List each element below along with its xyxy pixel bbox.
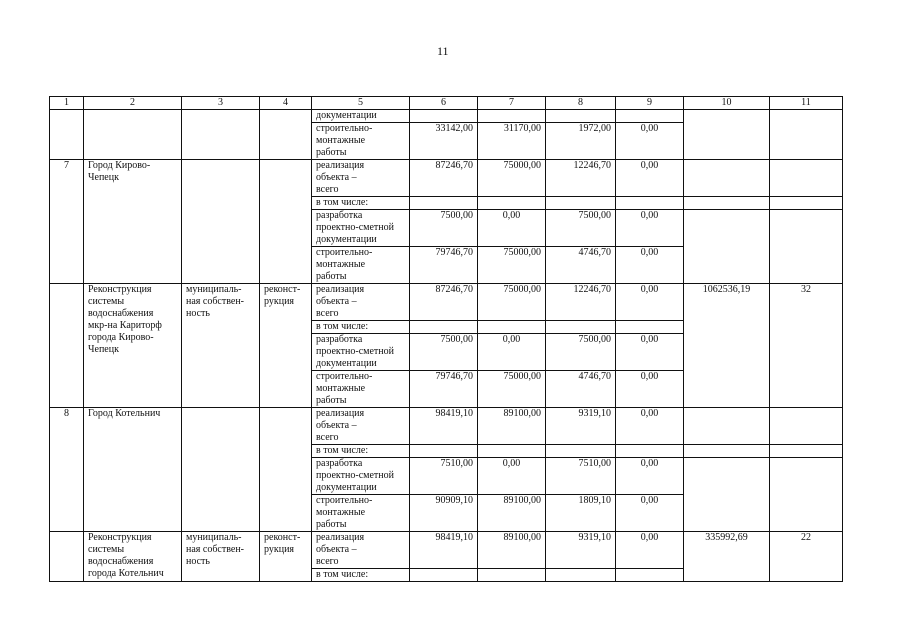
- value-cell: 75000,00: [478, 371, 546, 408]
- value-cell: 4746,70: [546, 371, 616, 408]
- value-cell: 1972,00: [546, 123, 616, 160]
- value-cell: 0,00: [616, 408, 684, 445]
- col-number-1: 1: [50, 97, 84, 110]
- row-label: разработка проектно-сметной документации: [312, 458, 410, 495]
- ownership: муниципаль- ная собствен- ность: [182, 284, 260, 408]
- value-cell: 1062536,19: [684, 284, 770, 408]
- value-cell: 0,00: [616, 160, 684, 197]
- value-cell: 0,00: [616, 495, 684, 532]
- col-number-8: 8: [546, 97, 616, 110]
- value-cell: 75000,00: [478, 160, 546, 197]
- value-cell: 7510,00: [546, 458, 616, 495]
- work-type: реконст- рукция: [260, 284, 312, 408]
- row-label: в том числе:: [312, 321, 410, 334]
- value-cell: 0,00: [616, 123, 684, 160]
- row-label: документации: [312, 110, 410, 123]
- value-cell: 79746,70: [410, 371, 478, 408]
- col-number-9: 9: [616, 97, 684, 110]
- value-cell: 0,00: [616, 371, 684, 408]
- row-label: реализация объекта – всего: [312, 408, 410, 445]
- row-label: строительно- монтажные работы: [312, 371, 410, 408]
- header-row: [50, 97, 843, 110]
- value-cell: 75000,00: [478, 284, 546, 321]
- value-cell: 90909,10: [410, 495, 478, 532]
- col-number-4: 4: [260, 97, 312, 110]
- col-number-11: 11: [770, 97, 843, 110]
- page-number: 11: [437, 44, 449, 58]
- value-cell: 87246,70: [410, 160, 478, 197]
- value-cell: 0,00: [616, 532, 684, 569]
- value-cell: 98419,10: [410, 408, 478, 445]
- project-name: Реконструкция системы водоснабжения мкр-на Кариторф города Кирово- Чепецк: [84, 284, 182, 408]
- value-cell: 7510,00: [410, 458, 478, 495]
- value-cell: 0,00: [616, 247, 684, 284]
- row-label: разработка проектно-сметной документации: [312, 334, 410, 371]
- value-cell: 33142,00: [410, 123, 478, 160]
- row-label: реализация объекта – всего: [312, 532, 410, 569]
- row-label: разработка проектно-сметной документации: [312, 210, 410, 247]
- value-cell: 335992,69: [684, 532, 770, 582]
- value-cell: 0,00: [616, 458, 684, 495]
- value-cell: 98419,10: [410, 532, 478, 569]
- value-cell: 0,00: [616, 334, 684, 371]
- value-cell: 22: [770, 532, 843, 582]
- value-cell: 0,00: [616, 284, 684, 321]
- work-type: реконст- рукция: [260, 532, 312, 582]
- value-cell: 0,00: [478, 210, 546, 247]
- col-number-2: 2: [84, 97, 182, 110]
- value-cell: 7500,00: [546, 210, 616, 247]
- value-cell: 32: [770, 284, 843, 408]
- value-cell: 12246,70: [546, 284, 616, 321]
- value-cell: 0,00: [616, 210, 684, 247]
- value-cell: 0,00: [478, 334, 546, 371]
- value-cell: 4746,70: [546, 247, 616, 284]
- value-cell: 12246,70: [546, 160, 616, 197]
- table-row: [50, 160, 843, 197]
- value-cell: 89100,00: [478, 408, 546, 445]
- row-label: строительно- монтажные работы: [312, 495, 410, 532]
- row-label: строительно- монтажные работы: [312, 247, 410, 284]
- row-label: в том числе:: [312, 445, 410, 458]
- value-cell: 79746,70: [410, 247, 478, 284]
- col-number-10: 10: [684, 97, 770, 110]
- row-label: в том числе:: [312, 569, 410, 582]
- row-label: реализация объекта – всего: [312, 160, 410, 197]
- value-cell: 89100,00: [478, 532, 546, 569]
- col-number-6: 6: [410, 97, 478, 110]
- value-cell: 9319,10: [546, 532, 616, 569]
- col-number-7: 7: [478, 97, 546, 110]
- row-label: строительно- монтажные работы: [312, 123, 410, 160]
- ownership: муниципаль- ная собствен- ность: [182, 532, 260, 582]
- col-number-3: 3: [182, 97, 260, 110]
- value-cell: 75000,00: [478, 247, 546, 284]
- value-cell: 7500,00: [546, 334, 616, 371]
- value-cell: 31170,00: [478, 123, 546, 160]
- row-number: 7: [50, 160, 84, 284]
- col-number-5: 5: [312, 97, 410, 110]
- table-row: [50, 284, 843, 321]
- budget-table: [49, 96, 843, 582]
- value-cell: 1809,10: [546, 495, 616, 532]
- row-label: реализация объекта – всего: [312, 284, 410, 321]
- table-row: [50, 110, 843, 123]
- value-cell: 7500,00: [410, 334, 478, 371]
- value-cell: 87246,70: [410, 284, 478, 321]
- value-cell: 9319,10: [546, 408, 616, 445]
- city-name: Город Котельнич: [84, 408, 182, 532]
- row-number: 8: [50, 408, 84, 532]
- value-cell: 89100,00: [478, 495, 546, 532]
- table-row: [50, 408, 843, 445]
- row-label: в том числе:: [312, 197, 410, 210]
- city-name: Город Кирово- Чепецк: [84, 160, 182, 284]
- value-cell: 7500,00: [410, 210, 478, 247]
- value-cell: 0,00: [478, 458, 546, 495]
- project-name: Реконструкция системы водоснабжения города Котельнич: [84, 532, 182, 582]
- table-row: [50, 532, 843, 569]
